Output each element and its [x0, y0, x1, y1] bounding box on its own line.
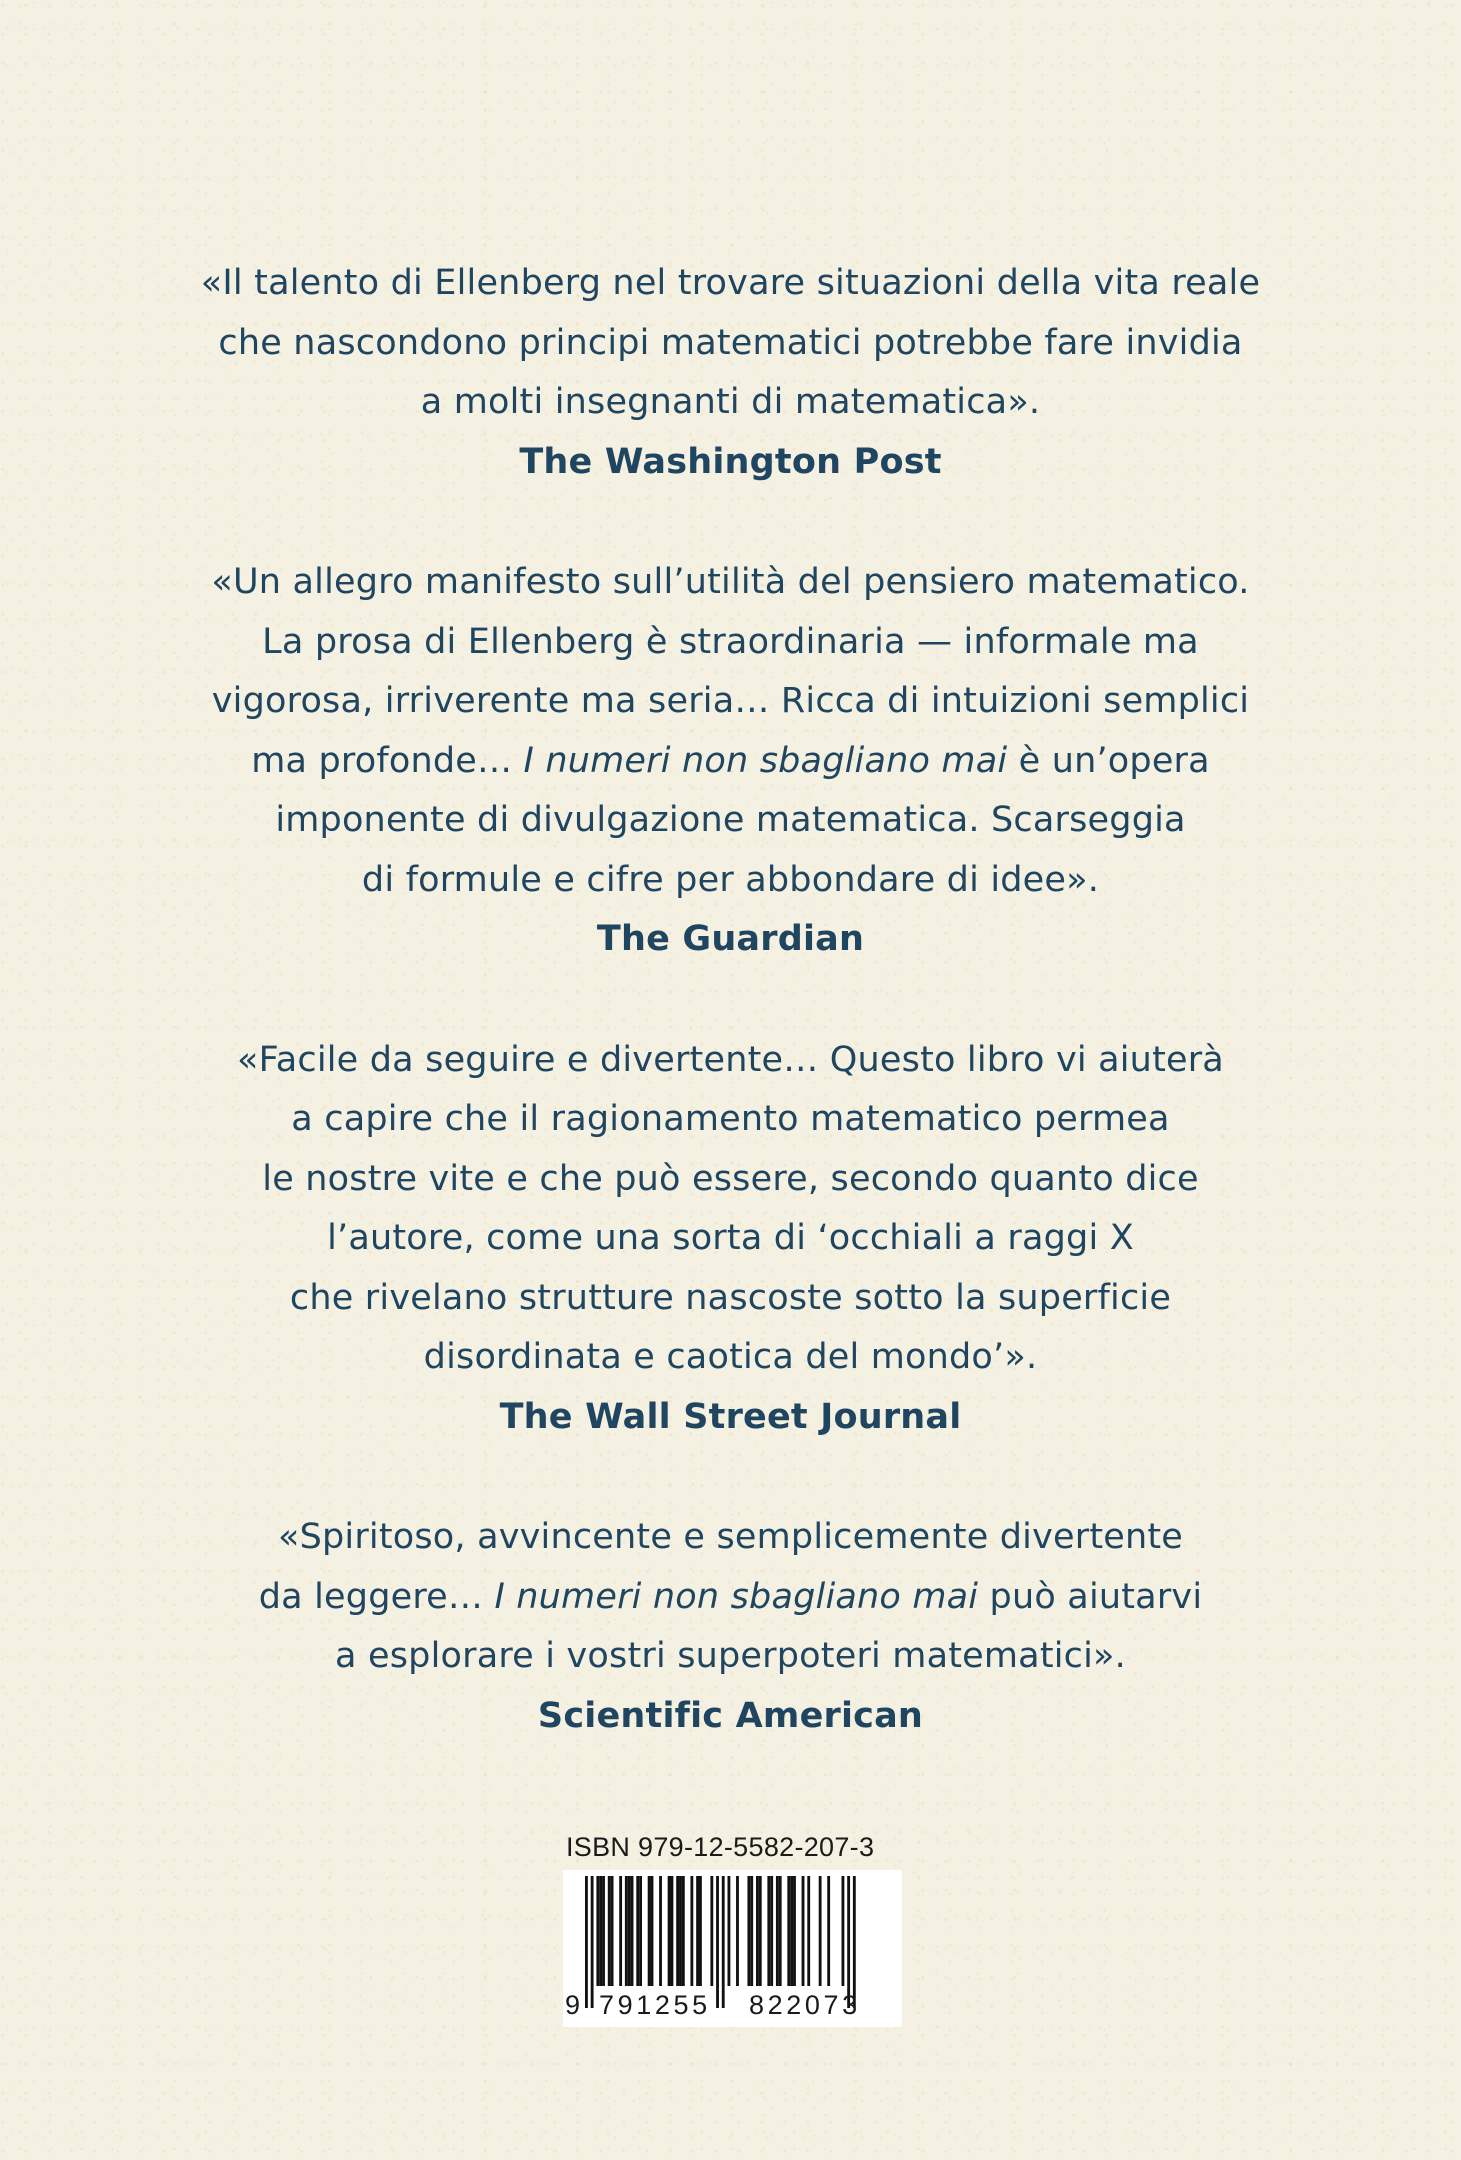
isbn-label: ISBN 979-12-5582-207-3	[566, 1832, 875, 1862]
quote-line	[120, 1627, 1341, 1687]
quote-text: che nascondono principi matematici potrebbe fare invidia	[218, 322, 1243, 363]
quote-text: imponente di divulgazione matematica. Scarseggia	[275, 800, 1186, 840]
quote-line	[120, 851, 1341, 911]
quote-text: a capire che il ragionamento matematico permea	[291, 1099, 1170, 1139]
quote-line	[120, 1508, 1341, 1568]
quote-text: da leggere…	[258, 1576, 495, 1617]
quote-text: ma profonde…	[251, 740, 524, 781]
quote-line	[120, 672, 1341, 732]
barcode-bar	[787, 1876, 790, 1986]
review-quote	[120, 1508, 1341, 1687]
barcode-bar	[750, 1876, 753, 1986]
barcode	[563, 1870, 902, 2027]
barcode-bar	[776, 1876, 779, 1986]
quote-line	[120, 1150, 1341, 1210]
barcode-bar	[639, 1876, 642, 1986]
barcode-bar	[668, 1876, 671, 1986]
barcode-bar	[827, 1876, 830, 1986]
barcode-bar	[659, 1876, 662, 1986]
barcode-bar	[842, 1876, 845, 1986]
review-source: The Guardian	[596, 919, 865, 959]
barcode-first-digit: 9	[565, 1990, 584, 2020]
book-title-italic: I numeri non sbagliano mai	[494, 1576, 979, 1617]
barcode-bar	[722, 1876, 725, 2008]
review-washington-post	[120, 254, 1341, 492]
barcode-bar	[819, 1876, 822, 1986]
book-title-italic: I numeri non sbagliano mai	[523, 740, 1008, 781]
quote-line	[120, 1031, 1341, 1091]
barcode-bar	[651, 1876, 654, 1986]
barcode-bar	[690, 1876, 693, 1986]
barcode-bar	[671, 1876, 674, 1986]
barcode-bar	[847, 1876, 850, 2008]
barcode-bar	[802, 1876, 805, 1986]
barcode-bar	[696, 1876, 699, 1986]
barcode-bar	[599, 1876, 602, 1986]
barcode-bar	[779, 1876, 782, 1986]
review-guardian	[120, 553, 1341, 970]
quote-line	[120, 613, 1341, 673]
barcode-bar	[736, 1876, 739, 1986]
barcode-bar	[611, 1876, 614, 1986]
quote-line	[120, 1328, 1341, 1388]
quote-text: «Facile da seguire e divertente… Questo libro vi aiuterà	[237, 1039, 1224, 1080]
barcode-bar	[716, 1876, 719, 2008]
barcode-bar	[756, 1876, 759, 1986]
quote-line	[120, 791, 1341, 851]
barcode-bar	[636, 1876, 639, 1986]
barcode-bar	[699, 1876, 702, 1986]
quote-line	[120, 254, 1341, 314]
review-source: Scientific American	[537, 1695, 924, 1736]
quote-text: «Un allegro manifesto sull’utilità del pensiero matematico.	[211, 562, 1250, 602]
review-wall-street-journal	[120, 1031, 1341, 1448]
review-source: The Wall Street Journal	[499, 1396, 962, 1437]
barcode-bar	[853, 1876, 856, 2008]
quote-text: La prosa di Ellenberg è straordinaria — informale ma	[262, 621, 1199, 662]
quote-text: «Spiritoso, avvincente e semplicemente divertente	[277, 1517, 1184, 1557]
review-source: The Washington Post	[519, 441, 942, 482]
quote-text: può aiutarvi	[978, 1576, 1203, 1617]
barcode-bar	[679, 1876, 682, 1986]
barcode-bar	[631, 1876, 634, 1986]
barcode-bar	[793, 1876, 796, 1986]
review-quote	[120, 254, 1341, 433]
quote-line	[120, 1568, 1341, 1628]
quote-text: di formule e cifre per abbondare di idee».	[361, 859, 1100, 900]
quote-text: disordinata e caotica del mondo’».	[423, 1337, 1038, 1377]
review-quote	[120, 553, 1341, 910]
quote-line	[120, 314, 1341, 374]
quote-text: vigorosa, irriverente ma seria… Ricca di intuizioni semplici	[211, 681, 1250, 721]
barcode-bar	[608, 1876, 611, 1986]
reviews-section	[120, 254, 1341, 1807]
barcode-right-digits: 822073	[749, 1990, 861, 2020]
barcode-bar	[807, 1876, 810, 1986]
isbn-block	[563, 1832, 902, 2027]
quote-line	[120, 553, 1341, 613]
quote-text: che rivelano strutture nascoste sotto la superficie	[289, 1277, 1172, 1318]
barcode-bar	[625, 1876, 628, 1986]
barcode-bar	[759, 1876, 762, 1986]
quote-text: a molti insegnanti di matematica».	[420, 382, 1041, 422]
barcode-bar	[585, 1876, 588, 2008]
quote-text: le nostre vite e che può essere, secondo quanto dice	[262, 1158, 1199, 1199]
quote-text: «Il talento di Ellenberg nel trovare situazioni della vita reale	[200, 263, 1261, 303]
quote-line	[120, 732, 1341, 792]
quote-text: l’autore, come una sorta di ‘occhiali a raggi X	[327, 1218, 1134, 1258]
quote-line	[120, 1090, 1341, 1150]
barcode-bar	[767, 1876, 770, 1986]
barcode-left-digits: 791255	[599, 1990, 711, 2020]
barcode-bar	[591, 1876, 594, 2008]
review-quote	[120, 1031, 1341, 1388]
barcode-bar	[728, 1876, 731, 1986]
review-scientific-american	[120, 1508, 1341, 1746]
barcode-bar	[628, 1876, 631, 1986]
barcode-bar	[648, 1876, 651, 1986]
barcode-bar	[770, 1876, 773, 1986]
barcode-bar	[682, 1876, 685, 1986]
barcode-bar	[619, 1876, 622, 1986]
quote-line	[120, 373, 1341, 433]
barcode-bar	[790, 1876, 793, 1986]
quote-text: è un’opera	[1007, 740, 1210, 781]
barcode-bar	[602, 1876, 605, 1986]
quote-line	[120, 1269, 1341, 1329]
quote-text: a esplorare i vostri superpoteri matematici».	[335, 1636, 1126, 1676]
barcode-bar	[710, 1876, 713, 1986]
quote-line	[120, 1209, 1341, 1269]
barcode-bar	[747, 1876, 750, 1986]
barcode-bar	[676, 1876, 679, 1986]
barcode-bar	[596, 1876, 599, 1986]
